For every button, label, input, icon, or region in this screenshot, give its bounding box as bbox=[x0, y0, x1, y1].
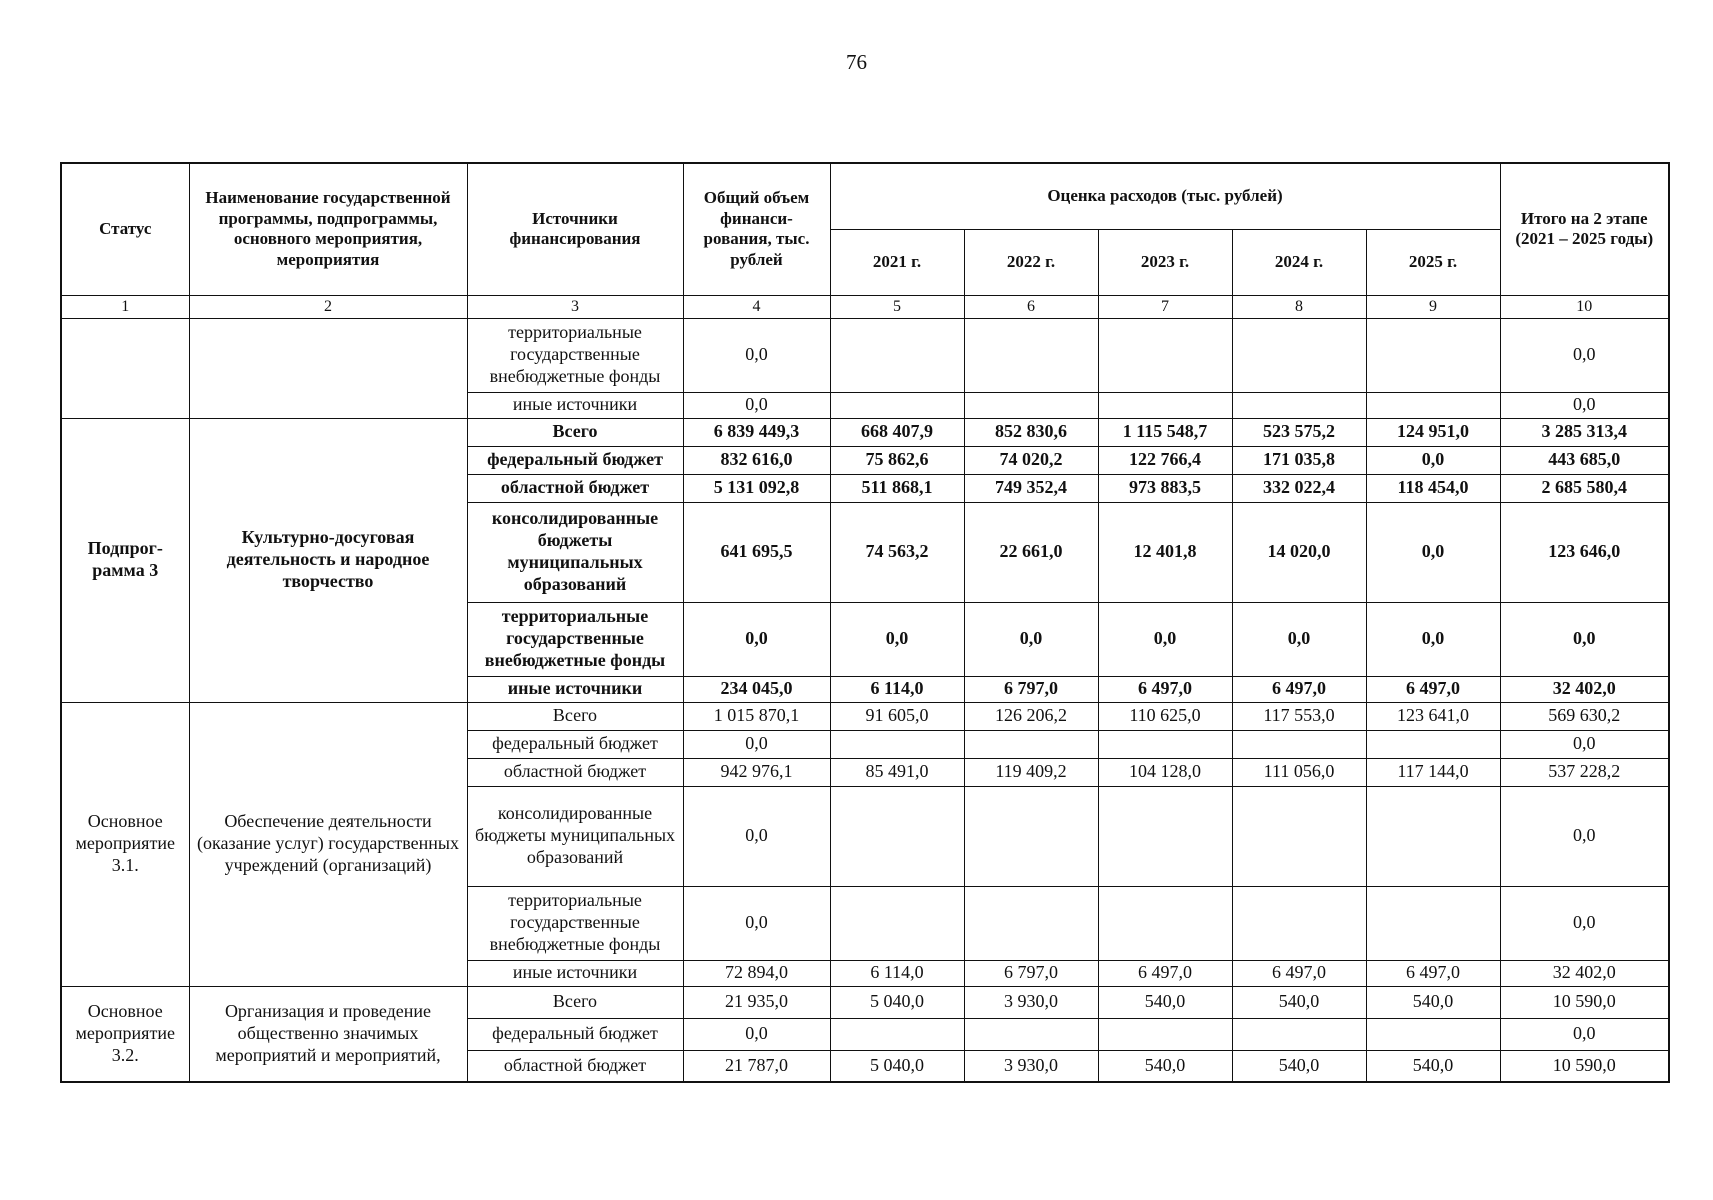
header-sources: Источники финансирования bbox=[467, 163, 683, 295]
row-status: Основное мероприятие 3.1. bbox=[61, 702, 189, 986]
financing-source: областной бюджет bbox=[467, 1050, 683, 1082]
year-cell: 668 407,9 bbox=[830, 418, 964, 446]
year-cell bbox=[1098, 886, 1232, 960]
stage-total-cell: 0,0 bbox=[1500, 392, 1669, 418]
year-cell: 122 766,4 bbox=[1098, 446, 1232, 474]
column-number: 1 bbox=[61, 295, 189, 318]
year-cell: 6 797,0 bbox=[964, 960, 1098, 986]
stage-total-cell: 123 646,0 bbox=[1500, 502, 1669, 602]
year-cell bbox=[1366, 786, 1500, 886]
financing-source: Всего bbox=[467, 702, 683, 730]
year-cell: 523 575,2 bbox=[1232, 418, 1366, 446]
stage-total-cell: 0,0 bbox=[1500, 602, 1669, 676]
total-volume-cell: 1 015 870,1 bbox=[683, 702, 830, 730]
stage-total-cell: 2 685 580,4 bbox=[1500, 474, 1669, 502]
total-volume-cell: 0,0 bbox=[683, 730, 830, 758]
year-cell: 6 497,0 bbox=[1232, 960, 1366, 986]
page-number: 76 bbox=[846, 50, 867, 74]
header-year: 2021 г. bbox=[830, 229, 964, 295]
year-cell: 3 930,0 bbox=[964, 986, 1098, 1018]
year-cell: 14 020,0 bbox=[1232, 502, 1366, 602]
financing-source: территориальные государственные внебюджетные фонды bbox=[467, 886, 683, 960]
year-cell bbox=[964, 886, 1098, 960]
year-cell: 74 020,2 bbox=[964, 446, 1098, 474]
year-cell bbox=[830, 1018, 964, 1050]
year-cell: 110 625,0 bbox=[1098, 702, 1232, 730]
table-row bbox=[61, 986, 1669, 1018]
stage-total-cell: 32 402,0 bbox=[1500, 676, 1669, 702]
year-cell: 6 497,0 bbox=[1366, 960, 1500, 986]
financing-source: территориальные государственные внебюджетные фонды bbox=[467, 602, 683, 676]
header-estimate: Оценка расходов (тыс. рублей) bbox=[830, 163, 1500, 229]
year-cell: 85 491,0 bbox=[830, 758, 964, 786]
year-cell bbox=[964, 730, 1098, 758]
year-cell: 5 040,0 bbox=[830, 1050, 964, 1082]
year-cell bbox=[1366, 318, 1500, 392]
year-cell: 852 830,6 bbox=[964, 418, 1098, 446]
year-cell: 104 128,0 bbox=[1098, 758, 1232, 786]
year-cell: 0,0 bbox=[1366, 502, 1500, 602]
year-cell: 6 497,0 bbox=[1098, 960, 1232, 986]
year-cell: 22 661,0 bbox=[964, 502, 1098, 602]
year-cell bbox=[830, 318, 964, 392]
row-name: Обеспечение деятельности (оказание услуг) государственных учреждений (организаций) bbox=[189, 702, 467, 986]
financing-source: иные источники bbox=[467, 676, 683, 702]
total-volume-cell: 0,0 bbox=[683, 1018, 830, 1050]
year-cell: 540,0 bbox=[1232, 1050, 1366, 1082]
total-volume-cell: 0,0 bbox=[683, 392, 830, 418]
year-cell: 6 797,0 bbox=[964, 676, 1098, 702]
year-cell: 973 883,5 bbox=[1098, 474, 1232, 502]
stage-total-cell: 3 285 313,4 bbox=[1500, 418, 1669, 446]
column-number: 2 bbox=[189, 295, 467, 318]
year-cell: 1 115 548,7 bbox=[1098, 418, 1232, 446]
row-status: Подпрог-рамма 3 bbox=[61, 418, 189, 702]
year-cell: 540,0 bbox=[1366, 1050, 1500, 1082]
year-cell: 6 497,0 bbox=[1232, 676, 1366, 702]
header-year: 2025 г. bbox=[1366, 229, 1500, 295]
financing-source: федеральный бюджет bbox=[467, 446, 683, 474]
year-cell: 0,0 bbox=[1366, 602, 1500, 676]
row-status bbox=[61, 318, 189, 418]
year-cell: 540,0 bbox=[1366, 986, 1500, 1018]
year-cell bbox=[1098, 1018, 1232, 1050]
total-volume-cell: 832 616,0 bbox=[683, 446, 830, 474]
year-cell bbox=[830, 786, 964, 886]
year-cell bbox=[1232, 392, 1366, 418]
header-total-volume: Общий объем финанси-рования, тыс. рублей bbox=[683, 163, 830, 295]
header-stage-total: Итого на 2 этапе (2021 – 2025 годы) bbox=[1500, 163, 1669, 295]
year-cell: 332 022,4 bbox=[1232, 474, 1366, 502]
column-number: 10 bbox=[1500, 295, 1669, 318]
year-cell bbox=[964, 1018, 1098, 1050]
stage-total-cell: 32 402,0 bbox=[1500, 960, 1669, 986]
total-volume-cell: 0,0 bbox=[683, 318, 830, 392]
header-name: Наименование государственной программы, подпрограммы, основного мероприятия, мероприятия bbox=[189, 163, 467, 295]
total-volume-cell: 0,0 bbox=[683, 786, 830, 886]
stage-total-cell: 0,0 bbox=[1500, 886, 1669, 960]
year-cell: 74 563,2 bbox=[830, 502, 964, 602]
year-cell: 6 114,0 bbox=[830, 960, 964, 986]
year-cell: 123 641,0 bbox=[1366, 702, 1500, 730]
year-cell: 0,0 bbox=[1098, 602, 1232, 676]
year-cell: 126 206,2 bbox=[964, 702, 1098, 730]
year-cell: 117 144,0 bbox=[1366, 758, 1500, 786]
year-cell: 171 035,8 bbox=[1232, 446, 1366, 474]
year-cell: 0,0 bbox=[964, 602, 1098, 676]
financing-source: Всего bbox=[467, 986, 683, 1018]
stage-total-cell: 0,0 bbox=[1500, 1018, 1669, 1050]
year-cell: 12 401,8 bbox=[1098, 502, 1232, 602]
year-cell: 119 409,2 bbox=[964, 758, 1098, 786]
total-volume-cell: 234 045,0 bbox=[683, 676, 830, 702]
year-cell: 749 352,4 bbox=[964, 474, 1098, 502]
header-status: Статус bbox=[61, 163, 189, 295]
header-year: 2023 г. bbox=[1098, 229, 1232, 295]
year-cell bbox=[1232, 886, 1366, 960]
year-cell bbox=[1232, 1018, 1366, 1050]
year-cell bbox=[1232, 318, 1366, 392]
year-cell bbox=[1098, 392, 1232, 418]
year-cell bbox=[1098, 786, 1232, 886]
stage-total-cell: 10 590,0 bbox=[1500, 1050, 1669, 1082]
total-volume-cell: 21 935,0 bbox=[683, 986, 830, 1018]
total-volume-cell: 6 839 449,3 bbox=[683, 418, 830, 446]
year-cell: 511 868,1 bbox=[830, 474, 964, 502]
year-cell: 91 605,0 bbox=[830, 702, 964, 730]
budget-table bbox=[60, 162, 1670, 1083]
column-number: 7 bbox=[1098, 295, 1232, 318]
total-volume-cell: 641 695,5 bbox=[683, 502, 830, 602]
year-cell bbox=[964, 786, 1098, 886]
total-volume-cell: 0,0 bbox=[683, 886, 830, 960]
year-cell: 540,0 bbox=[1098, 1050, 1232, 1082]
year-cell: 118 454,0 bbox=[1366, 474, 1500, 502]
year-cell: 5 040,0 bbox=[830, 986, 964, 1018]
row-name bbox=[189, 318, 467, 418]
year-cell: 0,0 bbox=[830, 602, 964, 676]
year-cell: 540,0 bbox=[1098, 986, 1232, 1018]
stage-total-cell: 10 590,0 bbox=[1500, 986, 1669, 1018]
financing-source: иные источники bbox=[467, 960, 683, 986]
stage-total-cell: 0,0 bbox=[1500, 786, 1669, 886]
year-cell bbox=[830, 730, 964, 758]
year-cell bbox=[1366, 730, 1500, 758]
table-row bbox=[61, 418, 1669, 446]
stage-total-cell: 0,0 bbox=[1500, 730, 1669, 758]
year-cell: 6 114,0 bbox=[830, 676, 964, 702]
year-cell: 540,0 bbox=[1232, 986, 1366, 1018]
year-cell bbox=[830, 886, 964, 960]
stage-total-cell: 443 685,0 bbox=[1500, 446, 1669, 474]
stage-total-cell: 0,0 bbox=[1500, 318, 1669, 392]
column-number: 3 bbox=[467, 295, 683, 318]
year-cell bbox=[1366, 886, 1500, 960]
total-volume-cell: 0,0 bbox=[683, 602, 830, 676]
year-cell: 0,0 bbox=[1232, 602, 1366, 676]
financing-source: федеральный бюджет bbox=[467, 730, 683, 758]
header-year: 2024 г. bbox=[1232, 229, 1366, 295]
year-cell bbox=[830, 392, 964, 418]
financing-source: территориальные государственные внебюджетные фонды bbox=[467, 318, 683, 392]
year-cell: 6 497,0 bbox=[1098, 676, 1232, 702]
column-number: 8 bbox=[1232, 295, 1366, 318]
column-number: 5 bbox=[830, 295, 964, 318]
row-name: Культурно-досуговая деятельность и народное творчество bbox=[189, 418, 467, 702]
table-row bbox=[61, 318, 1669, 392]
year-cell: 0,0 bbox=[1366, 446, 1500, 474]
year-cell: 6 497,0 bbox=[1366, 676, 1500, 702]
year-cell bbox=[1098, 730, 1232, 758]
total-volume-cell: 5 131 092,8 bbox=[683, 474, 830, 502]
column-number: 9 bbox=[1366, 295, 1500, 318]
column-number: 4 bbox=[683, 295, 830, 318]
total-volume-cell: 72 894,0 bbox=[683, 960, 830, 986]
stage-total-cell: 537 228,2 bbox=[1500, 758, 1669, 786]
year-cell: 117 553,0 bbox=[1232, 702, 1366, 730]
financing-source: консолидированные бюджеты муниципальных образований bbox=[467, 502, 683, 602]
year-cell bbox=[964, 318, 1098, 392]
financing-source: областной бюджет bbox=[467, 758, 683, 786]
total-volume-cell: 942 976,1 bbox=[683, 758, 830, 786]
stage-total-cell: 569 630,2 bbox=[1500, 702, 1669, 730]
financing-source: Всего bbox=[467, 418, 683, 446]
financing-source: федеральный бюджет bbox=[467, 1018, 683, 1050]
year-cell bbox=[1366, 1018, 1500, 1050]
year-cell bbox=[1232, 730, 1366, 758]
row-status: Основное мероприятие 3.2. bbox=[61, 986, 189, 1082]
financing-source: иные источники bbox=[467, 392, 683, 418]
year-cell bbox=[1098, 318, 1232, 392]
year-cell bbox=[1232, 786, 1366, 886]
table-body bbox=[61, 318, 1669, 1082]
year-cell: 75 862,6 bbox=[830, 446, 964, 474]
financing-source: областной бюджет bbox=[467, 474, 683, 502]
column-number: 6 bbox=[964, 295, 1098, 318]
row-name: Организация и проведение общественно значимых мероприятий и мероприятий, bbox=[189, 986, 467, 1082]
header-year: 2022 г. bbox=[964, 229, 1098, 295]
column-number-row bbox=[61, 295, 1669, 318]
year-cell: 3 930,0 bbox=[964, 1050, 1098, 1082]
total-volume-cell: 21 787,0 bbox=[683, 1050, 830, 1082]
table-row bbox=[61, 702, 1669, 730]
year-cell: 124 951,0 bbox=[1366, 418, 1500, 446]
year-cell bbox=[1366, 392, 1500, 418]
financing-source: консолидированные бюджеты муниципальных образований bbox=[467, 786, 683, 886]
year-cell: 111 056,0 bbox=[1232, 758, 1366, 786]
year-cell bbox=[964, 392, 1098, 418]
